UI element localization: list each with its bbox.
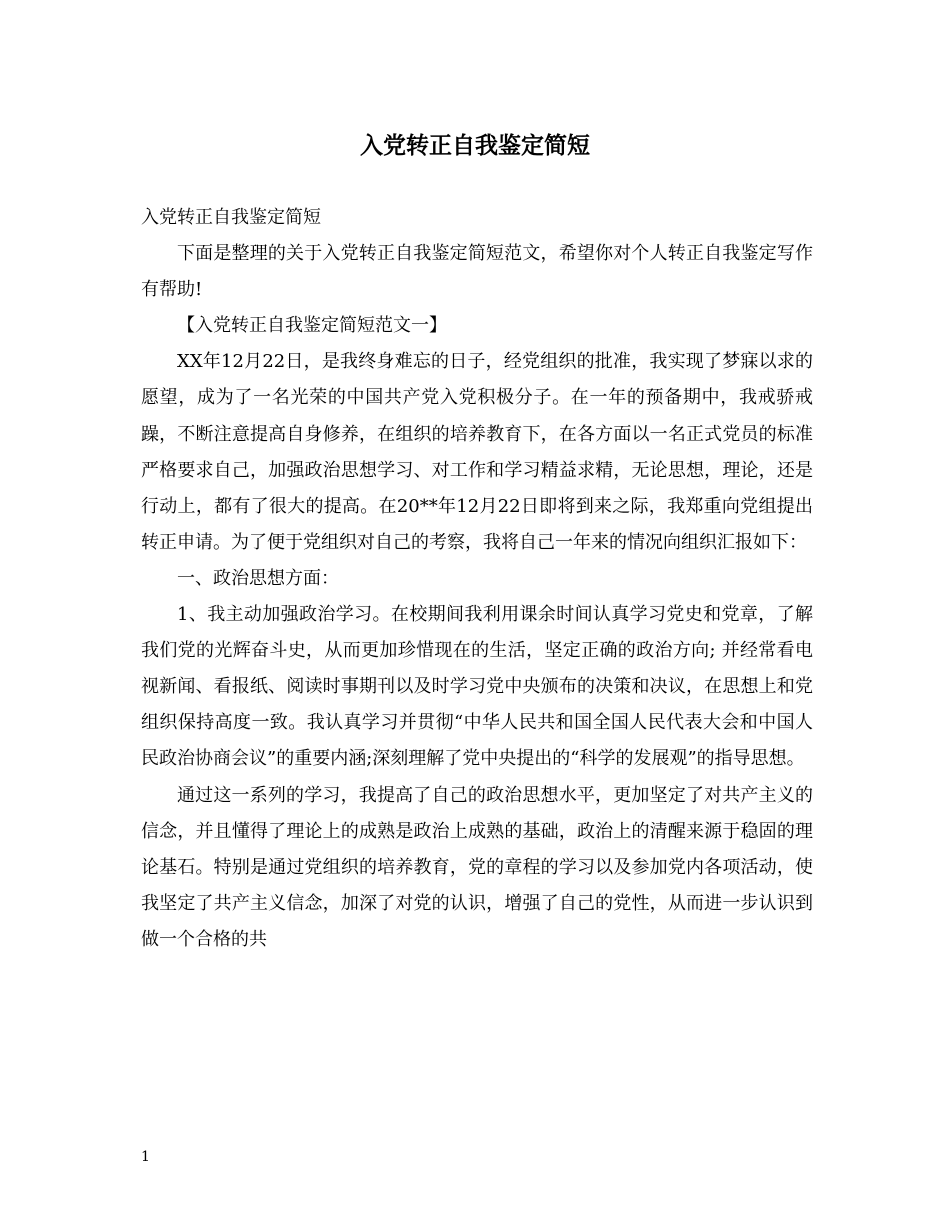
document-title: 入党转正自我鉴定简短 — [360, 132, 590, 159]
paragraph-body: 1、我主动加强政治学习。在校期间我利用课余时间认真学习党史和党章，了解我们党的光辉奋斗史，从而更加珍惜现在的生活，坚定正确的政治方向; 并经常看电视新闻、看报纸、阅读时事期刊以及时学习党中央颁布的决策和决议，在思想上和党组织保持高度一致。我认真学习并贯彻“中华人民共和国全国人民代表大会和中国人民政治协商会议”的重要内涵;深刻理解了党中央提出的“科学的发展观”的指导思想。 — [141, 604, 813, 770]
paragraph-heading: 入党转正自我鉴定简短 — [141, 207, 321, 228]
paragraph-subheading: 一、政治思想方面： — [177, 567, 339, 589]
paragraph-body: 通过这一系列的学习，我提高了自己的政治思想水平，更加坚定了对共产主义的信念，并且懂得了理论上的成熟是政治上成熟的基础，政治上的清醒来源于稳固的理论基石。特别是通过党组织的培养教育，党的章程的学习以及参加党内各项活动，使我坚定了共产主义信念，加深了对党的认识，增强了自己的党性，从而进一步认识到做一个合格的共 — [141, 784, 813, 950]
paragraph-intro: 下面是整理的关于入党转正自我鉴定简短范文，希望你对个人转正自我鉴定写作有帮助! — [141, 243, 813, 301]
page-number: 1 — [141, 1149, 150, 1165]
paragraph-body: XX年12月22日，是我终身难忘的日子，经党组织的批准，我实现了梦寐以求的愿望，成为了一名光荣的中国共产党入党积极分子。在一年的预备期中，我戒骄戒躁，不断注意提高自身修养，在组织的培养教育下，在各方面以一名正式党员的标准严格要求自己，加强政治思想学习、对工作和学习精益求精，无论思想，理论，还是行动上，都有了很大的提高。在20**年12月22日即将到来之际，我郑重向党组提出转正申请。为了便于党组织对自己的考察，我将自己一年来的情况向组织汇报如下： — [141, 351, 813, 553]
document-body — [141, 200, 813, 958]
paragraph-section-title: 【入党转正自我鉴定简短范文一】 — [177, 315, 447, 337]
